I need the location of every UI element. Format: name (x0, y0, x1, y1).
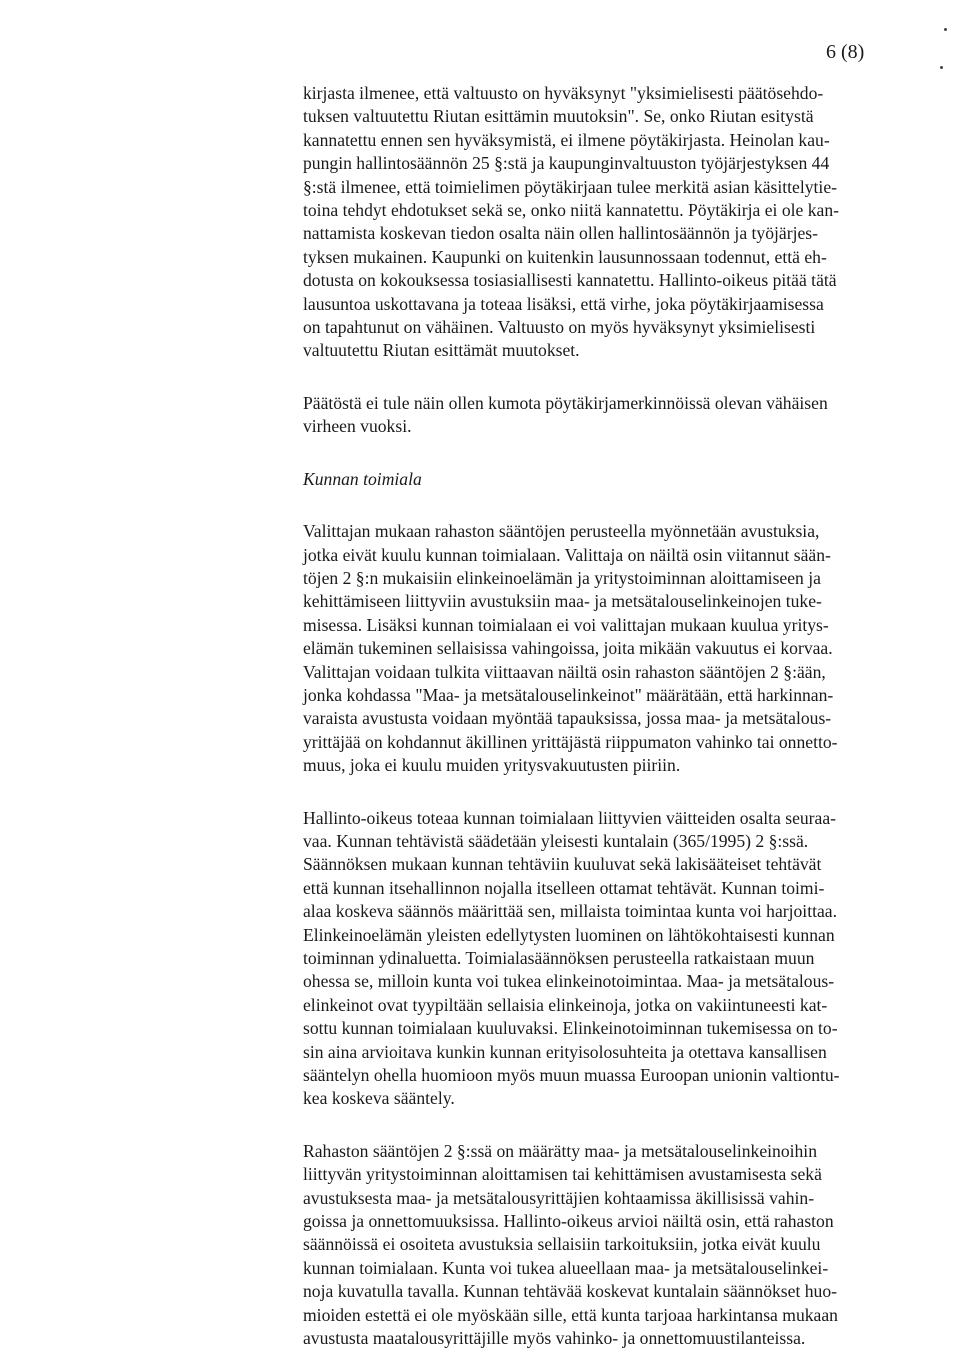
paragraph-fund-rules (303, 1140, 893, 1351)
text-line: liittyvän yritystoiminnan aloittamisen tai kehittämisen avustamisesta sekä (303, 1164, 822, 1185)
text-line: avustuksesta maa- ja metsätalousyrittäjien kohtaamissa äkillisissä vahin- (303, 1187, 815, 1208)
paragraph-court-assessment (303, 807, 893, 1111)
text-line: virheen vuoksi. (303, 416, 412, 437)
text-line: goissa ja onnettomuuksissa. Hallinto-oikeus arvioi näiltä osin, että rahaston (303, 1211, 834, 1232)
paragraph-appellant-claim (303, 520, 893, 777)
text-line: ohessa se, milloin kunta voi tukea elinkeinotoimintaa. Maa- ja metsätalous- (303, 971, 835, 992)
section-heading: Kunnan toimiala (303, 468, 422, 489)
text-line: toiminnan ydinaluetta. Toimialasäännöksen perusteella ratkaistaan muun (303, 948, 815, 968)
text-line: vaa. Kunnan tehtävistä säädetään yleisesti kuntalain (365/1995) 2 §:ssä. (303, 830, 809, 851)
text-line: säännöissä ei osoiteta avustuksia sellaisiin tarkoituksiin, jotka eivät kuulu (303, 1234, 821, 1255)
text-line: pungin hallintosäännön 25 §:stä ja kaupunginvaltuuston työjärjestyksen 44 (303, 153, 830, 174)
text-line: tuksen valtuutettu Riutan esittämin muutoksin". Se, onko Riutan esitystä (303, 106, 814, 127)
text-line: kirjasta ilmenee, että valtuusto on hyväksynyt "yksimielisesti päätösehdo- (303, 83, 824, 103)
paragraph-conclusion (303, 392, 893, 439)
text-line: on tapahtunut on vähäinen. Valtuusto on myös hyväksynyt yksimielisesti (303, 317, 816, 338)
text-line: Rahaston sääntöjen 2 §:ssä on määrätty maa- ja metsätalouselinkeinoihin (303, 1140, 817, 1161)
text-line: elämän tukeminen sellaisissa vahingoissa, joita mikään vakuutus ei korvaa. (303, 638, 833, 659)
text-line: töjen 2 §:n mukaisiin elinkeinoelämän ja yritystoiminnan aloittamiseen ja (303, 567, 821, 588)
text-line: dotusta on kokouksessa tosiasiallisesti kannatettu. Hallinto-oikeus pitää tätä (303, 270, 837, 291)
text-line: Elinkeinoelämän yleisten edellytysten luominen on lähtökohtaisesti kunnan (303, 924, 835, 945)
text-line: mioiden estettä ei ole myöskään sille, että kunta tarjoaa harkintansa mukaan (303, 1304, 838, 1325)
text-line: sottu kunnan toimialaan kuuluvaksi. Elinkeinotoiminnan tukemisessa on to- (303, 1018, 838, 1039)
document-body (303, 82, 893, 1351)
text-line: muus, joka ei kuulu muiden yritysvakuutusten piiriin. (303, 755, 681, 776)
paragraph-minutes-validity (303, 82, 893, 363)
text-line: Valittajan mukaan rahaston sääntöjen perusteella myönnetään avustuksia, (303, 521, 820, 542)
text-line: jonka kohdassa "Maa- ja metsätalouselinkeinot" määrätään, että harkinnan- (303, 684, 834, 705)
text-line: avustusta maatalousyrittäjille myös vahinko- ja onnettomuustilanteissa. (303, 1328, 806, 1349)
text-line: alaa koskeva säännös määrittää sen, millaista toimintaa kunta voi harjoittaa. (303, 901, 837, 922)
text-line: että kunnan itsehallinnon nojalla itselleen ottamat tehtävät. Kunnan toimi- (303, 877, 825, 898)
text-line: Päätöstä ei tule näin ollen kumota pöytäkirjamerkinnöissä olevan vähäisen (303, 392, 828, 413)
text-line: kea koskeva sääntely. (303, 1088, 455, 1109)
text-line: noja kuvatulla tavalla. Kunnan tehtävää koskevat kuntalain säännökset huo- (303, 1281, 837, 1302)
text-line: lausuntoa uskottavana ja toteaa lisäksi, että virhe, joka pöytäkirjaamisessa (303, 293, 824, 314)
page-number: 6 (8) (826, 41, 865, 63)
scan-mark (944, 28, 947, 31)
text-line: kannatettu ennen sen hyväksymistä, ei ilmene pöytäkirjasta. Heinolan kau- (303, 129, 830, 150)
text-line: tyksen mukainen. Kaupunki on kuitenkin lausunnossaan todennut, että eh- (303, 246, 827, 267)
text-line: toina tehdyt ehdotukset sekä se, onko niitä kannatettu. Pöytäkirja ei ole kan- (303, 200, 839, 221)
text-line: jotka eivät kuulu kunnan toimialaan. Valittaja on näiltä osin viitannut sään- (303, 544, 831, 565)
text-line: yrittäjää on kohdannut äkillinen yrittäjästä riippumaton vahinko tai onnetto- (303, 731, 838, 752)
text-line: Hallinto-oikeus toteaa kunnan toimialaan liittyvien väitteiden osalta seuraa- (303, 807, 837, 828)
text-line: elinkeinot ovat tyypiltään sellaisia elinkeinoja, jotka on vakiintuneesti kat- (303, 994, 828, 1015)
text-line: varaista avustusta voidaan myöntää tapauksissa, jossa maa- ja metsätalous- (303, 708, 832, 729)
text-line: kehittämiseen liittyviin avustuksiin maa- ja metsätalouselinkeinojen tuke- (303, 591, 822, 612)
text-line: sin aina arvioitava kunkin kunnan erityisolosuhteita ja otettava kansallisen (303, 1041, 827, 1062)
text-line: sääntelyn ohella huomioon myös muun muassa Euroopan unionin valtiontu- (303, 1065, 840, 1086)
text-line: nattamista koskevan tiedon osalta näin ollen hallintosäännön ja työjärjes- (303, 223, 818, 244)
text-line: valtuutettu Riutan esittämät muutokset. (303, 340, 580, 361)
text-line: Säännöksen mukaan kunnan tehtäviin kuuluvat sekä lakisääteiset tehtävät (303, 854, 822, 875)
text-line: §:stä ilmenee, että toimielimen pöytäkirjaan tulee merkitä asian käsittelytie- (303, 176, 837, 197)
text-line: kunnan toimialaan. Kunta voi tukea alueellaan maa- ja metsätalouselinkei- (303, 1257, 829, 1278)
text-line: misessa. Lisäksi kunnan toimialaan ei voi valittajan mukaan kuulua yritys- (303, 614, 829, 635)
text-line: Valittajan voidaan tulkita viittaavan näiltä osin rahaston sääntöjen 2 §:ään, (303, 661, 826, 682)
scan-mark (940, 66, 943, 69)
